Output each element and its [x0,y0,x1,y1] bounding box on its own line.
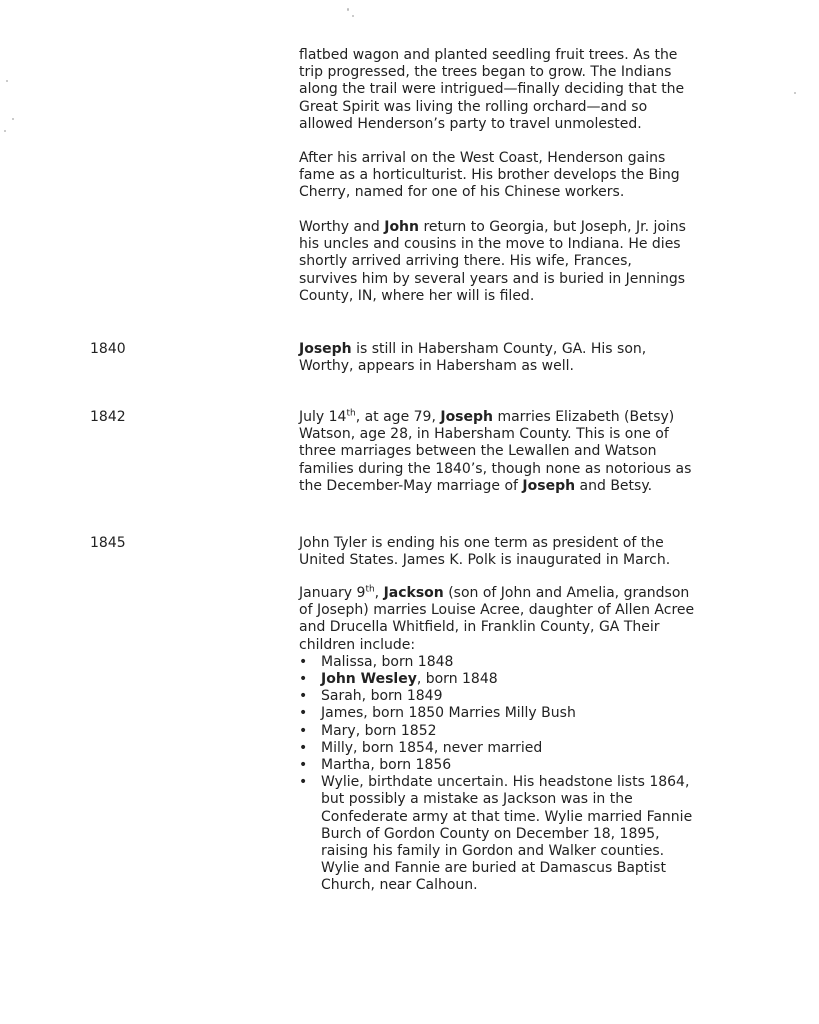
list-item [299,671,719,688]
text-run: (son of John and Amelia, grandson [443,585,690,601]
ordinal-suffix: th [346,408,356,419]
list-item [299,688,719,705]
year-1842: 1842 [90,409,126,425]
text-line: After his arrival on the West Coast, Henderson gains [299,150,666,166]
text-line [299,219,719,236]
year-1845: 1845 [90,535,126,551]
text-line: Church, near Calhoun. [321,877,478,894]
scan-speck [352,15,354,17]
wylie-note [321,774,719,894]
return-to-georgia-paragraph [299,219,719,305]
text-run: is still in Habersham County, GA. His son, [351,341,647,357]
text-line: County, IN, where her will is filed. [299,287,535,304]
text-line: fame as a horticulturist. His brother develops the Bing [299,167,680,184]
text-run: , [374,585,384,601]
text-line: allowed Henderson’s party to travel unmolested. [299,115,642,132]
text-line: of Joseph) marries Louise Acree, daughter of Allen Acree [299,602,695,619]
text-line [299,409,719,426]
text-line: Confederate army at that time. Wylie married Fannie [321,808,693,825]
child-name: Mary, born 1852 [321,722,437,739]
name-bold: Joseph [299,341,352,357]
entry-1842 [299,409,719,495]
text-line: John Tyler is ending his one term as president of the [299,535,664,551]
text-line: Burch of Gordon County on December 18, 1895, [321,825,660,842]
child-name: Martha, born 1856 [321,757,452,774]
text-run: January 9 [299,585,366,601]
text-line: Watson, age 28, in Habersham County. This is one of [299,426,669,443]
text-line: trip progressed, the trees began to grow. The Indians [299,64,672,81]
name-bold: John [384,219,419,235]
text-line: shortly arrived arriving there. His wife, Frances, [299,253,632,270]
scan-speck [794,92,796,94]
list-item [299,705,719,722]
bullet-icon: • [299,705,308,722]
name-bold: Joseph [522,477,576,494]
text-line: United States. James K. Polk is inaugurated in March. [299,552,671,569]
text-line: Wylie, birthdate uncertain. His headstone lists 1864, [321,774,690,791]
text-line: and Drucella Whitfield, in Franklin County, GA Their [299,619,660,636]
ordinal-suffix: th [365,584,375,595]
text-run: return to Georgia, but Joseph, Jr. joins [419,219,686,235]
bullet-icon: • [299,722,308,739]
text-line: Worthy, appears in Habersham as well. [299,358,574,375]
name-bold: John Wesley [321,671,417,688]
scan-speck [12,118,14,120]
scan-speck [4,130,6,132]
text-line: along the trail were intrigued—finally deciding that the [299,81,685,98]
text-line: Cherry, named for one of his Chinese workers. [299,184,625,201]
scan-speck [6,80,8,82]
list-item [299,774,719,894]
year-1840: 1840 [90,341,126,357]
text-run: July 14 [299,409,347,425]
text-run: the December-May marriage of [299,477,523,494]
text-line: flatbed wagon and planted seedling fruit trees. As the [299,47,678,63]
text-run: , at age 79, [355,409,441,425]
text-line: raising his family in Gordon and Walker counties. [321,843,665,860]
list-item [299,740,719,757]
child-name: Malissa, born 1848 [321,653,454,670]
text-line: Wylie and Fannie are buried at Damascus Baptist [321,860,666,877]
bullet-icon: • [299,653,308,670]
list-item [299,757,719,774]
bullet-icon: • [299,688,308,705]
list-item [299,723,719,740]
entry-1845-jackson-marriage [299,585,719,895]
entry-1840 [299,341,719,375]
bullet-icon: • [299,671,308,688]
henderson-orchard-paragraph [299,47,719,133]
text-run: and Betsy. [575,477,653,494]
west-coast-paragraph [299,150,719,202]
text-line [299,585,719,602]
text-run: Worthy and [299,219,385,235]
text-line: survives him by several years and is buried in Jennings [299,270,686,287]
bullet-icon: • [299,739,308,756]
text-line: children include: [299,636,416,653]
list-item [299,654,719,671]
text-run: marries Elizabeth (Betsy) [493,409,675,425]
text-line [299,478,719,495]
text-line [299,341,719,358]
text-line: three marriages between the Lewallen and Watson [299,443,657,460]
text-line: but possibly a mistake as Jackson was in the [321,791,633,808]
text-line: his uncles and cousins in the move to Indiana. He dies [299,236,681,253]
child-name: Sarah, born 1849 [321,688,443,705]
scan-speck [347,8,349,11]
child-name: Milly, born 1854, never married [321,739,543,756]
text-line: Great Spirit was living the rolling orchard—and so [299,98,648,115]
entry-1845-presidency [299,535,719,569]
text-line: families during the 1840’s, though none as notorious as [299,460,692,477]
children-list [299,654,719,895]
bullet-icon: • [299,774,308,791]
child-name: James, born 1850 Marries Milly Bush [321,705,576,722]
name-bold: Jackson [383,585,444,601]
bullet-icon: • [299,757,308,774]
name-bold: Joseph [440,409,494,425]
child-name: , born 1848 [416,671,498,688]
